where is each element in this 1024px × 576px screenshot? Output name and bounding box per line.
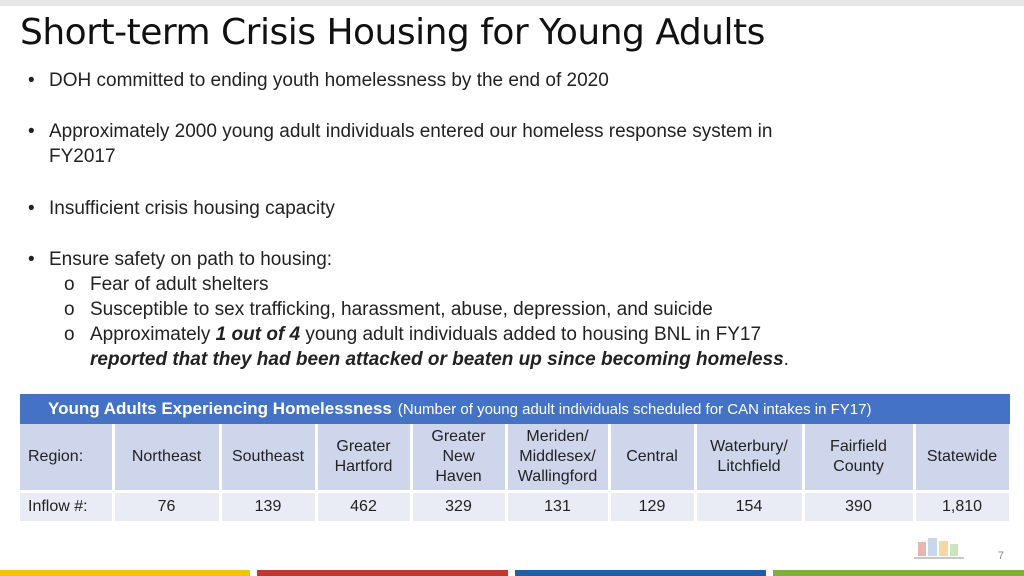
region-row	[20, 424, 1010, 492]
inflow-cell: 131	[506, 492, 609, 523]
region-name-line: Central	[626, 448, 678, 465]
bullet-4-text: Ensure safety on path to housing:	[49, 249, 333, 270]
region-name-line: Greater	[431, 428, 486, 445]
sub-bullet-3: o Approximately 1 out of 4 young adult individuals added to housing BNL in FY17	[64, 324, 762, 345]
region-name-line: County	[833, 458, 884, 475]
sub-bullet-2: o Susceptible to sex trafficking, harassment, abuse, depression, and suicide	[64, 299, 713, 320]
table-header	[20, 394, 1010, 424]
inflow-cell: 76	[113, 492, 220, 523]
region-name-line: Middlesex/	[519, 448, 596, 465]
region-cell	[609, 424, 695, 492]
strip-green	[773, 570, 1024, 576]
sub-bullet-3-period: .	[783, 349, 789, 370]
region-name-line: Greater	[336, 438, 391, 455]
homelessness-table	[20, 394, 1010, 524]
color-strip	[0, 570, 1024, 576]
logo-house-2	[928, 538, 937, 556]
table-title: Young Adults Experiencing Homelessness	[48, 399, 392, 418]
sub-bullet-2-text: Susceptible to sex trafficking, harassment, abuse, depression, and suicide	[90, 299, 713, 320]
logo-house-1	[918, 542, 926, 556]
logo-house-3	[939, 541, 948, 556]
bullet-1-text: DOH committed to ending youth homelessness by the end of 2020	[49, 70, 609, 91]
region-name-line: Litchfield	[717, 458, 781, 475]
sub-bullet-3-text-c: young adult individuals added to housing BNL in FY17	[300, 324, 762, 345]
region-cell	[803, 424, 914, 492]
region-cell	[914, 424, 1010, 492]
region-cell	[316, 424, 411, 492]
sub-bullet-3-text-a: Approximately	[90, 324, 216, 345]
sub-bullet-3-emphasis: 1 out of 4	[215, 324, 301, 345]
sub-bullet-3-emphasis-line2: reported that they had been attacked or beaten up since becoming homeless	[90, 349, 784, 370]
strip-yellow	[0, 570, 250, 576]
region-cell	[220, 424, 316, 492]
region-name-line: Fairfield	[830, 438, 887, 455]
sub-bullet-1: o Fear of adult shelters	[64, 274, 269, 295]
logo-house-4	[950, 544, 958, 556]
top-bar	[0, 0, 1024, 6]
region-name-line: New	[442, 448, 475, 465]
region-name-line: Statewide	[926, 448, 998, 465]
table-note: (Number of young adult individuals scheduled for CAN intakes in FY17)	[397, 401, 872, 418]
inflow-cell: 390	[803, 492, 914, 523]
region-name-line: Southeast	[231, 448, 305, 465]
page-number: 7	[997, 550, 1004, 562]
sub-bullet-1-text: Fear of adult shelters	[90, 274, 269, 295]
region-name-line: Haven	[435, 468, 482, 485]
strip-red	[257, 570, 508, 576]
region-name-line: Wallingford	[517, 468, 598, 485]
region-cell	[411, 424, 506, 492]
bullet-3-text: Insufficient crisis housing capacity	[49, 198, 335, 219]
region-cell	[113, 424, 220, 492]
region-name-line: Meriden/	[526, 428, 589, 445]
slide-title: Short-term Crisis Housing for Young Adults	[20, 12, 765, 53]
inflow-label: Inflow #:	[20, 492, 113, 523]
inflow-row	[20, 492, 1010, 523]
inflow-cell: 139	[220, 492, 316, 523]
inflow-cell: 129	[609, 492, 695, 523]
sub-bullet-3-line2	[90, 347, 789, 372]
inflow-cell: 462	[316, 492, 411, 523]
region-cell	[695, 424, 803, 492]
bullet-2-text-cont: FY2017	[49, 146, 116, 167]
agency-logo	[912, 532, 966, 562]
inflow-cell: 154	[695, 492, 803, 523]
strip-blue	[515, 570, 766, 576]
bullet-2-text: Approximately 2000 young adult individuals entered our homeless response system in	[49, 121, 773, 142]
region-cell	[506, 424, 609, 492]
region-name-line: Waterbury/	[710, 438, 788, 455]
region-name-line: Northeast	[131, 448, 202, 465]
region-label: Region:	[20, 424, 113, 492]
region-name-line: Hartford	[334, 458, 393, 475]
inflow-cell: 1,810	[914, 492, 1010, 523]
inflow-cell: 329	[411, 492, 506, 523]
region-table	[20, 424, 1012, 524]
logo-baseline	[914, 557, 964, 559]
